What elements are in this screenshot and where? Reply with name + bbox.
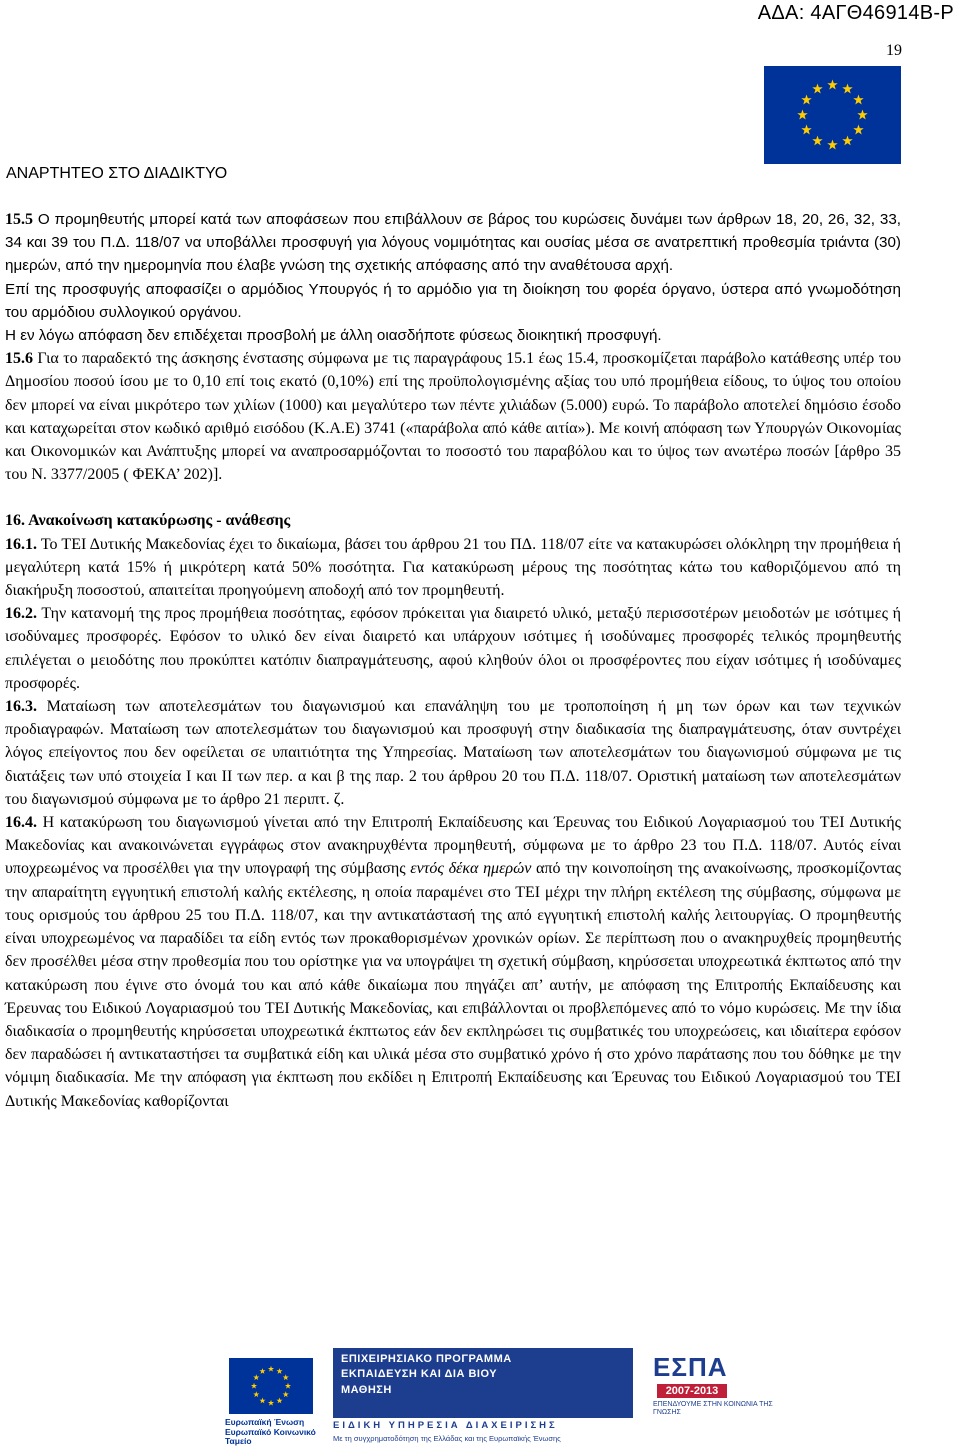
section-number: 15.5 — [5, 211, 33, 228]
section-text: Το ΤΕΙ Δυτικής Μακεδονίας έχει το δικαίωμα, βάσει του άρθρου 21 του ΠΔ. 118/07 είτε να κατακυρώσει ολόκληρη την προμήθεια ή μεγαλύτερη κατά 15% ή μικρότερη κατά 50% ποσότητα. Για κατακύρωση μέρους της ποσότητας κάτω του καθοριζόμενου από τη διακήρυξη ποσοστού, απαιτείται προηγούμενη αποδοχή από τον προμηθευτή. — [5, 535, 901, 600]
section-16-3 — [5, 695, 901, 811]
section-text: Η κατακύρωση του διαγωνισμού γίνεται από την Επιτροπή Εκπαίδευσης και Έρευνας του Ειδικού Λογαριασμού του ΤΕΙ Δυτικής Μακεδονίας και ανακοινώνεται εγγράφως στον ανακηρυχθέντα προμηθευτή, σύμφωνα με το άρθρο 23 του Π.Δ. 118/07. Αυτός είναι υποχρεωμένος να προσέλθει για την υπογραφή της σύμβασης — [5, 814, 901, 878]
section-15-5 — [5, 208, 901, 278]
eu-name: Ευρωπαϊκή Ένωση — [225, 1417, 305, 1427]
section-text: Για το παραδεκτό της άσκησης ένστασης σύμφωνα με τις παραγράφους 15.1 έως 15.4, προσκομίζεται παράβολο κατάθεσης υπέρ του Δημοσίου ποσού ίσου με το 0,10 επί τοις εκατό (0,10%) επί της προϋπολογισμένης αξίας του υπό προμήθεια είδους, το ύψος του οποίου δεν μπορεί να είναι μικρότερο των χιλίων (1000) και μεγαλύτερο των πέντε χιλιάδων (5.000) ευρώ. Το παράβολο αποτελεί δημόσιο έσοδο και καταχωρείται στον κωδικό αριθμό εισόδου (Κ.Α.Ε) 3741 («παράβολα από κάθε αιτία»). Με κοινή απόφαση των Υπουργών Οικονομίας και Οικονομικών και Ανάπτυξης μπορεί να αναπροσαρμόζονται το ποσοστό του παραβόλου και το ύψος των ανωτέρω ποσών [άρθρο 35 του Ν. 3377/2005 ( ΦΕΚΑ’ 202)]. — [5, 350, 901, 484]
document-body — [5, 208, 901, 1113]
espa-logo-title: ΕΣΠΑ — [653, 1352, 728, 1382]
section-text: Ματαίωση των αποτελεσμάτων του διαγωνισμού και επανάληψη του με τροποποίηση ή μη των όρων και των τεχνικών προδιαγραφών. Ματαίωση των αποτελεσμάτων του διαγωνισμού και προσφυγή στην διαδικασία της διαπραγμάτευσης, όταν συντρέχει λόγος επείγοντος που δεν οφείλεται σε υπαιτιότητα της Υπηρεσίας. Ματαίωση των αποτελεσμάτων του διαγωνισμού σύμφωνα με τις διατάξεις των υπό στοιχεία Ι και ΙΙ των περ. α και β της παρ. 2 του άρθρου 20 του Π.Δ. 118/07. Οριστική ματαίωση των αποτελεσμάτων του διαγωνισμού σύμφωνα με το άρθρο 21 περιπτ. ζ. — [5, 698, 901, 808]
italic-deadline: εντός δέκα ημερών — [410, 860, 532, 878]
footer-logos — [225, 1348, 915, 1444]
ada-code: ΑΔΑ: 4ΑΓΘ46914Β-Ρ — [757, 2, 954, 24]
section-number: 15.6 — [5, 350, 33, 368]
espa-motto: ΕΠΕΝΔΥΟΥΜΕ ΣΤΗΝ ΚΟΙΝΩΝΙΑ ΤΗΣ ΓΝΩΣΗΣ — [653, 1401, 773, 1416]
eu-flag-icon — [764, 66, 901, 164]
program-banner — [333, 1348, 633, 1418]
section-16-heading: 16. Ανακοίνωση κατακύρωσης - ανάθεσης — [5, 512, 291, 530]
eu-small-flag-icon — [225, 1356, 317, 1416]
section-text: Ο προμηθευτής μπορεί κατά των αποφάσεων που επιβάλλουν σε βάρος του κυρώσεις δυνάμει των άρθρων 18, 20, 26, 32, 33, 34 και 39 του Π.Δ. 118/07 να υποβάλλει προσφυγή για λόγους νομιμότητας και ουσίας μέσα σε ανατρεπτική προθεσμία τριάντα (30) ημερών, από την ημερομηνία που έλαβε γνώση της σχετικής απόφασης από την αναθέτουσα αρχή. — [5, 211, 901, 275]
espa-years: 2007-2013 — [657, 1384, 727, 1398]
section-16-4 — [5, 811, 901, 1113]
eu-fund: Ευρωπαϊκό Κοινωνικό Ταμείο — [225, 1426, 316, 1446]
program-line-3: ΜΑΘΗΣΗ — [341, 1384, 392, 1396]
section-16-2 — [5, 602, 901, 695]
program-subtitle: ΕΙΔΙΚΗ ΥΠΗΡΕΣΙΑ ΔΙΑΧΕΙΡΙΣΗΣ — [333, 1420, 558, 1431]
section-number: 16.2. — [5, 605, 37, 623]
paragraph-no-further-appeal: Η εν λόγω απόφαση δεν επιδέχεται προσβολή με άλλη οιασδήποτε φύσεως διοικητική προσφυγή. — [5, 327, 662, 345]
page-number: 19 — [886, 42, 902, 59]
program-line-1: ΕΠΙΧΕΙΡΗΣΙΑΚΟ ΠΡΟΓΡΑΜΜΑ — [341, 1353, 512, 1365]
paragraph-appeal-decision: Επί της προσφυγής αποφασίζει ο αρμόδιος Υπουργός ή το αρμόδιο για τη διοίκηση του φορέα όργανο, ύστερα από γνωμοδότηση του αρμόδιου συλλογικού οργάνου. — [5, 280, 901, 321]
section-number: 16.1. — [5, 535, 37, 553]
section-number: 16.4. — [5, 814, 37, 832]
program-line-2: ΕΚΠΑΙΔΕΥΣΗ ΚΑΙ ΔΙΑ ΒΙΟΥ — [341, 1368, 498, 1380]
section-text: Την κατανομή της προς προμήθεια ποσότητας, εφόσον πρόκειται για διαιρετό υλικό, μεταξύ περισσοτέρων μειοδοτών με ισότιμες ή ισοδύναμες προσφορές. Εφόσον το υλικό δεν είναι διαιρετό και υπάρχουν ισότιμες ή ισοδύναμες προσφορές τελικός προμηθευτής επιλέγεται ο μειοδότης που προκύπτει κατόπιν διαπραγμάτευσης, αφού κληθούν όλοι οι προσφέροντες που είχαν ισότιμες ή ισοδύναμες προσφορές. — [5, 605, 901, 692]
section-15-6 — [5, 347, 901, 486]
section-text: από την κοινοποίηση της ανακοίνωσης, προσκομίζοντας την απαραίτητη εγγυητική επιστολή καλής εκτέλεσης, η οποία παραμένει στο ΤΕΙ μέχρι την πλήρη εκτέλεση της σύμβασης, σύμφωνα με τους ορισμούς του άρθρου 25 του Π.Δ. 118/07, και την αντικατάστασή της από εγγυητική επιστολή καλής λειτουργίας. Ο προμηθευτής είναι υποχρεωμένος να παραδίδει τα είδη εντός των προκαθορισμένων χρονικών ορίων. Σε περίπτωση που ο ανακηρυχθείς προμηθευτής δεν προσέλθει μέσα στην προθεσμία που του ορίστηκε για να υπογράψει τη σχετική σύμβαση, κηρύσσεται υποχρεωτικά έκπτωτος από την κατακύρωση που έγινε στο όνομά του και από κάθε δικαίωμα που πηγάζει απ’ αυτήν, με απόφαση της Επιτροπής Εκπαίδευσης και Έρευνας του Ειδικού Λογαριασμού του ΤΕΙ Δυτικής Μακεδονίας, και επιβάλλονται οι προβλεπόμενες από το νόμο κυρώσεις. Με την ίδια διαδικασία ο προμηθευτής κηρύσσεται υποχρεωτικά έκπτωτος εάν δεν εκπληρώσει τις συμβατικές του υποχρεώσεις, και ιδιαίτερα εφόσον δεν παραδώσει ή αντικαταστήσει τα συμβατικά είδη και υλικά μέσα στο συμβατικό χρόνο ή στο χρόνο παράτασης που του δόθηκε με την νόμιμη διαδικασία. Με την απόφαση για έκπτωση που εκδίδει η Επιτροπή Εκπαίδευσης και Έρευνας του Ειδικού Λογαριασμού του ΤΕΙ Δυτικής Μακεδονίας καθορίζονται — [5, 860, 902, 1110]
section-16-1 — [5, 533, 901, 603]
posted-online-label: ΑΝΑΡΤΗΤΕΟ ΣΤΟ ΔΙΑΔΙΚΤΥΟ — [6, 165, 228, 182]
eu-logo-text — [225, 1418, 325, 1447]
program-motto: Με τη συγχρηματοδότηση της Ελλάδας και της Ευρωπαϊκής Ένωσης — [333, 1434, 561, 1443]
section-number: 16.3. — [5, 698, 37, 716]
